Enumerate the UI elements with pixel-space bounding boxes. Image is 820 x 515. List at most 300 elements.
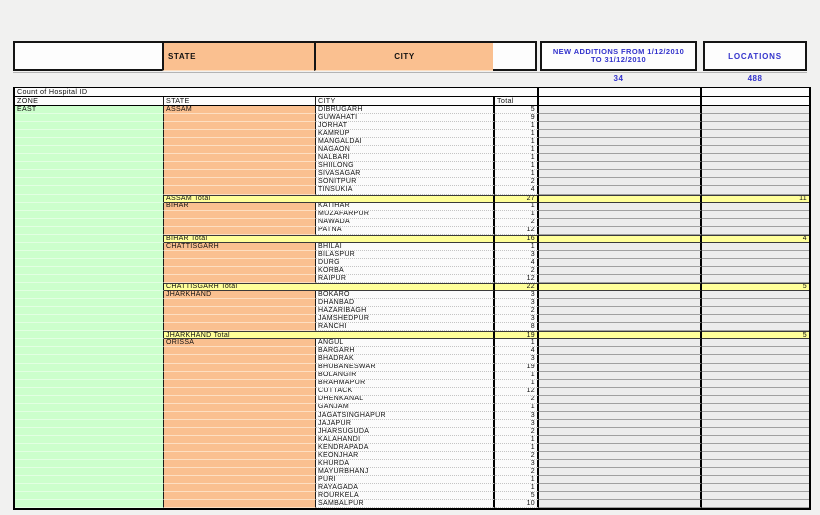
total-cell: 1: [495, 162, 539, 170]
city-cell: ANGUL: [316, 339, 495, 347]
state-cell: [164, 227, 316, 235]
locations-total-value: 4: [702, 235, 809, 243]
band-locations-header: [703, 41, 807, 71]
new-additions-cell: [539, 388, 702, 396]
new-additions-cell: [539, 323, 702, 331]
zone-cell: [15, 138, 164, 146]
new-additions-cell: [539, 428, 702, 436]
zone-cell: [15, 178, 164, 186]
column-header-city: CITY: [316, 97, 495, 106]
locations-cell: [702, 211, 809, 219]
new-additions-cell: [539, 420, 702, 428]
new-additions-cell: [539, 178, 702, 186]
state-cell: [164, 162, 316, 170]
total-cell: 1: [495, 476, 539, 484]
new-additions-cell: [539, 364, 702, 372]
locations-cell: [702, 114, 809, 122]
locations-total-value: 5: [702, 283, 809, 291]
locations-cell: [702, 347, 809, 355]
city-cell: BHUBANESWAR: [316, 364, 495, 372]
total-cell: 3: [495, 355, 539, 363]
city-cell: KEONJHAR: [316, 452, 495, 460]
state-cell: [164, 267, 316, 275]
state-cell: [164, 251, 316, 259]
total-cell: 19: [495, 364, 539, 372]
total-cell: 1: [495, 484, 539, 492]
locations-cell: [702, 500, 809, 508]
zone-cell: [15, 146, 164, 154]
new-additions-cell: [539, 138, 702, 146]
count-row-total-cell: [495, 88, 539, 97]
new-additions-label: NEW ADDITIONS FROM 1/12/2010 TO 31/12/2010: [552, 46, 685, 64]
total-cell: 1: [495, 146, 539, 154]
total-cell: 1: [495, 243, 539, 251]
band-state-header: [162, 41, 316, 71]
total-cell: 3: [495, 291, 539, 299]
band-total-spacer-cell: [493, 41, 537, 71]
new-additions-cell: [539, 170, 702, 178]
total-cell: 1: [495, 154, 539, 162]
state-cell: [164, 275, 316, 283]
locations-cell: [702, 323, 809, 331]
locations-cell: [702, 428, 809, 436]
city-cell: SIVASAGAR: [316, 170, 495, 178]
state-total-value: 16: [495, 235, 539, 243]
zone-cell: [15, 355, 164, 363]
zone-cell: [15, 307, 164, 315]
zone-cell: [15, 154, 164, 162]
locations-cell: [702, 146, 809, 154]
zone-cell: [15, 211, 164, 219]
state-cell: ORISSA: [164, 339, 316, 347]
new-additions-cell: [539, 500, 702, 508]
total-cell: 3: [495, 251, 539, 259]
city-cell: KAMRUP: [316, 130, 495, 138]
new-additions-cell: [539, 227, 702, 235]
city-cell: RANCHI: [316, 323, 495, 331]
total-cell: 4: [495, 186, 539, 194]
total-cell: 2: [495, 468, 539, 476]
state-cell: [164, 420, 316, 428]
city-cell: MUZAFARPUR: [316, 211, 495, 219]
new-additions-cell: [539, 396, 702, 404]
new-additions-cell: [539, 372, 702, 380]
new-additions-cell: [539, 146, 702, 154]
locations-cell: [702, 227, 809, 235]
zone-cell: [15, 339, 164, 347]
city-cell: GUWAHATI: [316, 114, 495, 122]
state-cell: [164, 428, 316, 436]
band-state-label: STATE: [168, 52, 197, 61]
state-total-value: 27: [495, 195, 539, 203]
new-additions-cell: [539, 243, 702, 251]
zone-cell: [15, 114, 164, 122]
locations-cell: [702, 243, 809, 251]
state-cell: [164, 404, 316, 412]
locations-cell: [702, 291, 809, 299]
state-cell: [164, 211, 316, 219]
total-cell: 1: [495, 130, 539, 138]
state-cell: [164, 380, 316, 388]
state-cell: [164, 484, 316, 492]
city-cell: MANGALDAI: [316, 138, 495, 146]
locations-cell: [702, 364, 809, 372]
zone-cell: [15, 372, 164, 380]
zone-cell: [15, 219, 164, 227]
zone-cell: [15, 420, 164, 428]
city-cell: NAWADA: [316, 219, 495, 227]
city-cell: DURG: [316, 259, 495, 267]
state-cell: [164, 130, 316, 138]
city-cell: DHENKANAL: [316, 396, 495, 404]
new-additions-cell: [539, 130, 702, 138]
total-cell: 4: [495, 259, 539, 267]
state-total-label: CHATTISGARH Total: [164, 283, 495, 291]
locations-cell: [702, 484, 809, 492]
city-cell: JAJAPUR: [316, 420, 495, 428]
zone-cell: [15, 291, 164, 299]
total-cell: 1: [495, 203, 539, 211]
new-additions-cell: [539, 315, 702, 323]
city-cell: KHURDA: [316, 460, 495, 468]
state-cell: [164, 307, 316, 315]
locations-cell: [702, 138, 809, 146]
city-cell: KALAHANDI: [316, 436, 495, 444]
state-cell: [164, 436, 316, 444]
locations-cell: [702, 372, 809, 380]
total-cell: 4: [495, 347, 539, 355]
state-cell: [164, 452, 316, 460]
new-additions-cell: [539, 267, 702, 275]
new-additions-cell: [539, 468, 702, 476]
new-additions-cell: [539, 251, 702, 259]
new-additions-cell: [539, 291, 702, 299]
state-total-label: ASSAM Total: [164, 195, 495, 203]
zone-cell: [15, 251, 164, 259]
zone-cell: [15, 259, 164, 267]
state-cell: [164, 372, 316, 380]
locations-cell: [702, 492, 809, 500]
locations-cell: [702, 122, 809, 130]
zone-cell: [15, 380, 164, 388]
city-cell: KATIHAR: [316, 203, 495, 211]
state-cell: [164, 388, 316, 396]
zone-cell: EAST: [15, 106, 164, 114]
zone-cell: [15, 364, 164, 372]
locations-cell: [702, 219, 809, 227]
new-additions-cell: [539, 122, 702, 130]
total-cell: 1: [495, 170, 539, 178]
new-additions-cell: [539, 404, 702, 412]
new-additions-cell: [539, 380, 702, 388]
new-additions-cell: [539, 484, 702, 492]
locations-cell: [702, 299, 809, 307]
city-cell: BHADRAK: [316, 355, 495, 363]
band-divider-line: [13, 72, 807, 73]
city-cell: BOLANGIR: [316, 372, 495, 380]
zone-cell: [15, 436, 164, 444]
locations-cell: [702, 452, 809, 460]
city-cell: BRAHMAPUR: [316, 380, 495, 388]
zone-cell: [15, 452, 164, 460]
header-row-locations-cell: [702, 97, 809, 106]
city-cell: NAGAON: [316, 146, 495, 154]
locations-cell: [702, 170, 809, 178]
total-cell: 1: [495, 444, 539, 452]
locations-cell: [702, 203, 809, 211]
state-cell: [164, 347, 316, 355]
locations-total-value: 11: [702, 195, 809, 203]
state-cell: [164, 492, 316, 500]
total-cell: 1: [495, 339, 539, 347]
zone-cell: [15, 315, 164, 323]
state-cell: [164, 396, 316, 404]
locations-value: 488: [747, 74, 763, 83]
zone-cell: [15, 404, 164, 412]
state-cell: [164, 178, 316, 186]
total-cell: 12: [495, 388, 539, 396]
total-cell: 2: [495, 452, 539, 460]
city-cell: CUTTACK: [316, 388, 495, 396]
locations-cell: [702, 267, 809, 275]
total-cell: 3: [495, 460, 539, 468]
new-additions-total-cell: [539, 235, 702, 243]
zone-cell: [15, 444, 164, 452]
new-additions-cell: [539, 203, 702, 211]
state-cell: [164, 444, 316, 452]
state-cell: [164, 364, 316, 372]
new-additions-cell: [539, 259, 702, 267]
zone-cell: [15, 195, 164, 203]
total-cell: 3: [495, 299, 539, 307]
locations-cell: [702, 444, 809, 452]
city-cell: BARGARH: [316, 347, 495, 355]
band-new-additions-header: [540, 41, 697, 71]
locations-cell: [702, 251, 809, 259]
total-cell: 12: [495, 227, 539, 235]
total-cell: 5: [495, 492, 539, 500]
total-cell: 1: [495, 436, 539, 444]
count-row-locations-cell: [702, 88, 809, 97]
city-cell: JAMSHEDPUR: [316, 315, 495, 323]
locations-cell: [702, 460, 809, 468]
city-cell: HAZARIBAGH: [316, 307, 495, 315]
column-header-zone: ZONE: [15, 97, 164, 106]
total-cell: 5: [495, 106, 539, 114]
state-cell: CHATTISGARH: [164, 243, 316, 251]
total-cell: 2: [495, 396, 539, 404]
city-cell: ROURKELA: [316, 492, 495, 500]
zone-cell: [15, 162, 164, 170]
city-cell: PATNA: [316, 227, 495, 235]
zone-cell: [15, 227, 164, 235]
pivot-table: [13, 87, 811, 510]
new-additions-cell: [539, 444, 702, 452]
total-cell: 1: [495, 380, 539, 388]
city-cell: SHIILONG: [316, 162, 495, 170]
new-additions-cell: [539, 211, 702, 219]
zone-cell: [15, 396, 164, 404]
state-cell: BIHAR: [164, 203, 316, 211]
city-cell: KORBA: [316, 267, 495, 275]
new-additions-total-cell: [539, 331, 702, 339]
new-additions-cell: [539, 347, 702, 355]
locations-cell: [702, 186, 809, 194]
state-total-label: JHARKHAND Total: [164, 331, 495, 339]
zone-cell: [15, 492, 164, 500]
new-additions-cell: [539, 162, 702, 170]
locations-label: LOCATIONS: [728, 51, 782, 61]
zone-cell: [15, 500, 164, 508]
city-cell: BILASPUR: [316, 251, 495, 259]
locations-cell: [702, 315, 809, 323]
locations-total-value: 5: [702, 331, 809, 339]
state-cell: JHARKHAND: [164, 291, 316, 299]
new-additions-cell: [539, 436, 702, 444]
locations-cell: [702, 388, 809, 396]
new-additions-cell: [539, 460, 702, 468]
header-band: [13, 41, 807, 71]
state-cell: [164, 355, 316, 363]
locations-cell: [702, 130, 809, 138]
total-cell: 8: [495, 323, 539, 331]
state-cell: [164, 412, 316, 420]
state-cell: [164, 154, 316, 162]
locations-cell: [702, 154, 809, 162]
state-cell: [164, 219, 316, 227]
city-cell: NALBARI: [316, 154, 495, 162]
zone-cell: [15, 243, 164, 251]
band-city-header: [314, 41, 495, 71]
zone-cell: [15, 122, 164, 130]
column-header-total: Total: [495, 97, 539, 106]
count-row-new-additions-cell: [539, 88, 702, 97]
state-cell: [164, 476, 316, 484]
new-additions-total-cell: [539, 195, 702, 203]
total-cell: 1: [495, 372, 539, 380]
zone-cell: [15, 283, 164, 291]
locations-cell: [702, 162, 809, 170]
new-additions-cell: [539, 492, 702, 500]
state-cell: [164, 259, 316, 267]
state-cell: [164, 146, 316, 154]
new-additions-cell: [539, 275, 702, 283]
state-cell: [164, 170, 316, 178]
locations-cell: [702, 259, 809, 267]
state-cell: [164, 315, 316, 323]
city-cell: TINSUKIA: [316, 186, 495, 194]
city-cell: RAYAGADA: [316, 484, 495, 492]
total-cell: 3: [495, 315, 539, 323]
state-cell: [164, 138, 316, 146]
zone-cell: [15, 299, 164, 307]
new-additions-cell: [539, 186, 702, 194]
locations-cell: [702, 404, 809, 412]
locations-cell: [702, 396, 809, 404]
zone-cell: [15, 323, 164, 331]
city-cell: JHARSUGUDA: [316, 428, 495, 436]
state-cell: ASSAM: [164, 106, 316, 114]
locations-cell: [702, 339, 809, 347]
total-cell: 2: [495, 219, 539, 227]
city-cell: DHANBAD: [316, 299, 495, 307]
total-cell: 2: [495, 178, 539, 186]
city-cell: SAMBALPUR: [316, 500, 495, 508]
new-additions-cell: [539, 476, 702, 484]
new-additions-cell: [539, 412, 702, 420]
state-cell: [164, 186, 316, 194]
city-cell: DIBRUGARH: [316, 106, 495, 114]
state-cell: [164, 114, 316, 122]
count-of-hospital-id-label: Count of Hospital ID: [15, 88, 495, 97]
total-cell: 3: [495, 412, 539, 420]
total-cell: 1: [495, 404, 539, 412]
new-additions-cell: [539, 219, 702, 227]
zone-cell: [15, 275, 164, 283]
state-total-label: BIHAR Total: [164, 235, 495, 243]
city-cell: MAYURBHANJ: [316, 468, 495, 476]
zone-cell: [15, 203, 164, 211]
state-cell: [164, 323, 316, 331]
new-additions-cell: [539, 307, 702, 315]
locations-cell: [702, 178, 809, 186]
column-header-state: STATE: [164, 97, 316, 106]
locations-cell: [702, 476, 809, 484]
zone-cell: [15, 170, 164, 178]
zone-cell: [15, 186, 164, 194]
state-cell: [164, 468, 316, 476]
state-cell: [164, 122, 316, 130]
locations-cell: [702, 436, 809, 444]
total-cell: 12: [495, 275, 539, 283]
band-empty-cell: [13, 41, 164, 71]
total-cell: 1: [495, 138, 539, 146]
state-total-value: 19: [495, 331, 539, 339]
total-cell: 2: [495, 307, 539, 315]
new-additions-cell: [539, 452, 702, 460]
new-additions-cell: [539, 355, 702, 363]
new-additions-value: 34: [613, 74, 624, 83]
locations-cell: [702, 106, 809, 114]
locations-cell: [702, 380, 809, 388]
zone-cell: [15, 484, 164, 492]
state-cell: [164, 460, 316, 468]
locations-cell: [702, 307, 809, 315]
total-cell: 2: [495, 428, 539, 436]
state-total-value: 22: [495, 283, 539, 291]
city-cell: JORHAT: [316, 122, 495, 130]
zone-cell: [15, 235, 164, 243]
zone-cell: [15, 428, 164, 436]
header-row-new-additions-cell: [539, 97, 702, 106]
total-cell: 10: [495, 500, 539, 508]
new-additions-cell: [539, 154, 702, 162]
total-cell: 9: [495, 114, 539, 122]
zone-cell: [15, 468, 164, 476]
city-cell: SONITPUR: [316, 178, 495, 186]
total-cell: 2: [495, 267, 539, 275]
new-additions-total-cell: [539, 283, 702, 291]
zone-cell: [15, 347, 164, 355]
state-cell: [164, 500, 316, 508]
locations-cell: [702, 468, 809, 476]
total-cell: 1: [495, 211, 539, 219]
zone-cell: [15, 130, 164, 138]
locations-cell: [702, 275, 809, 283]
new-additions-cell: [539, 299, 702, 307]
city-cell: JAGATSINGHAPUR: [316, 412, 495, 420]
locations-cell: [702, 412, 809, 420]
